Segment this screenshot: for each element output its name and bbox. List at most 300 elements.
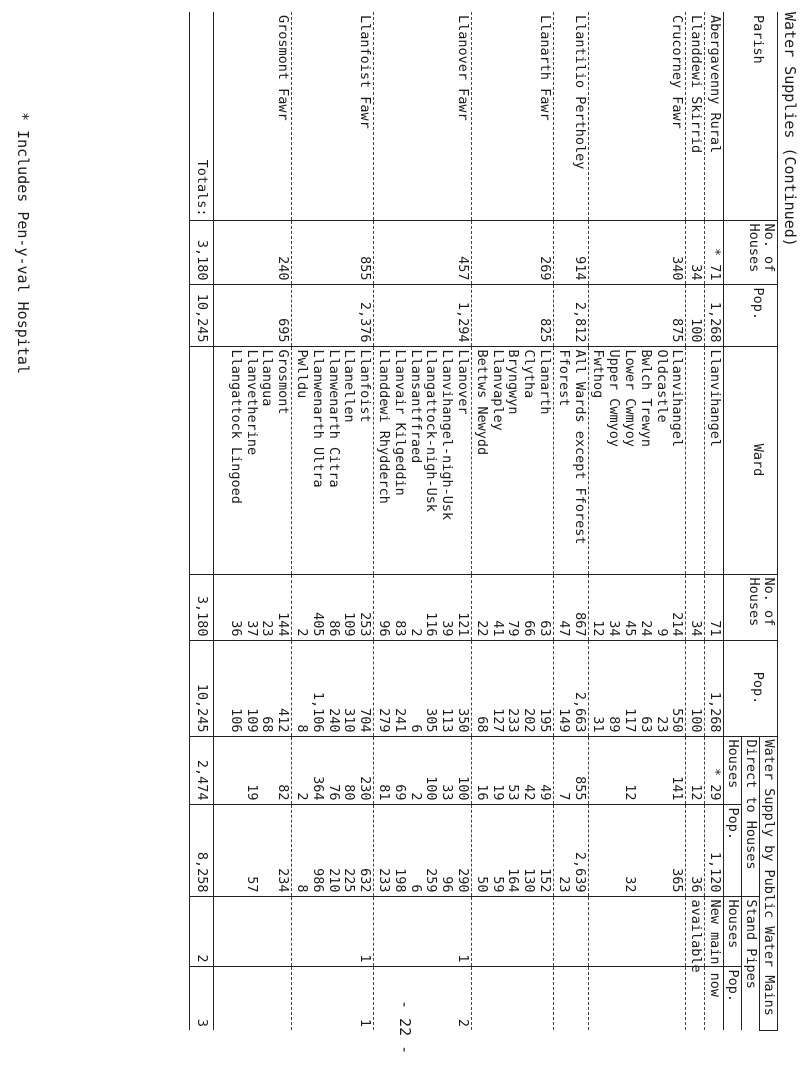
ward-houses-line: 86 [325,620,342,637]
total-w-pop: 10,245 [190,640,214,736]
ward-houses-line: 71 [707,620,723,637]
direct-houses-line: 76 [325,784,342,801]
ward-names-line: Llanvihangel-nigh-Usk [439,349,456,521]
direct-pop-line: 233 [376,868,393,893]
ward-houses [554,574,589,640]
direct-pop-line: 290 [455,868,472,893]
ward-names-line: Clytha [521,349,538,399]
direct-pop-line [590,808,606,893]
page-title: Water Supplies (Continued) [781,12,799,247]
ward-houses-line: 253 [357,612,374,637]
stand-pop [292,966,374,1030]
spacer-cell [214,640,227,736]
stand-pop-line [227,970,243,1028]
ward-houses-line: 96 [376,620,393,637]
direct-pop [292,804,374,896]
stand-houses-line [259,900,275,963]
stand-pop-line [309,970,325,1028]
header-direct-pop: Pop. [724,804,742,896]
total-s-pop: 3 [190,966,214,1030]
direct-houses [686,736,705,804]
stand-pop [226,966,292,1030]
stand-pop [588,966,686,1030]
parish-name: Llanarth Fawr [472,12,554,220]
ward-names-line: Llanvihangel [669,349,686,448]
direct-houses-line [637,740,653,801]
ward-houses [292,574,374,640]
stand-pop-line [489,970,505,1028]
parish-pop: 825 [472,284,554,346]
direct-pop-line: 130 [521,868,538,893]
parish-pop: 695 [226,284,292,346]
header-stand-pop: Pop. [724,966,742,1030]
direct-houses-line: 80 [341,784,358,801]
header-stand-houses: Houses [724,896,742,966]
direct-houses-line: 230 [357,776,374,801]
ward-houses-line: 109 [341,612,358,637]
ward-names-line: Llanwenarth Citra [325,349,342,488]
ward-names-line: Fforest [555,349,572,407]
stand-houses-line [590,900,606,963]
parish-houses: 340 [588,220,686,284]
ward-names-line: Llansantffraed [407,349,424,464]
ward-pop-line: 68 [259,716,276,733]
table-row [226,12,292,1030]
stand-pop-line [505,970,521,1028]
ward-houses-line: 2 [407,628,424,637]
ward-names [588,346,686,574]
ward-houses-line: 867 [571,612,588,637]
direct-houses-line: 69 [391,784,408,801]
header-ward: Ward [724,346,778,574]
stand-houses-line [555,900,571,963]
ward-names [292,346,374,574]
parish-houses: 269 [472,220,554,284]
parish-name: Grosmont Fawr [275,15,292,121]
stand-pop-line [536,970,552,1028]
direct-pop [686,804,705,896]
ward-names-line: Llanvihangel [707,349,723,448]
ward-names-line: Llanfoist [357,349,374,423]
header-ward-no-houses: No. of Houses [724,574,778,640]
ward-houses-line: 23 [259,620,276,637]
stand-houses-line [605,900,621,963]
stand-houses-line: 1 [455,954,472,963]
direct-houses [554,736,589,804]
parish-pop: 2,812 [554,284,589,346]
ward-houses-line: 2 [294,628,311,637]
direct-houses-line: * 29 [707,767,723,801]
ward-names-line: Llanwenarth Ultra [309,349,326,488]
stand-houses-line [571,900,587,963]
stand-houses-line [391,900,407,963]
header-pop: Pop. [724,284,778,346]
totals-row [190,12,214,1030]
ward-pop [292,640,374,736]
ward-names-line: All Wards except Fforest [571,349,588,545]
spacer-cell [214,284,227,346]
direct-pop-line: 986 [309,868,326,893]
stand-pop-line [590,970,606,1028]
stand-pop-line [438,970,454,1028]
ward-pop-line: 113 [439,708,456,733]
ward-pop-line: 202 [521,708,538,733]
ward-houses-line: 34 [606,620,623,637]
direct-pop-line: 2,639 [571,851,588,893]
ward-houses-line: 144 [275,612,292,637]
stand-houses-line: available [688,899,705,973]
direct-houses-line [653,740,669,801]
stand-houses [226,896,292,966]
ward-pop-line: 106 [227,708,244,733]
direct-pop-line: 50 [473,876,490,893]
stand-houses-line [423,900,439,963]
direct-pop-line: 210 [325,868,342,893]
spacer-cell [214,220,227,284]
ward-pop-line: 117 [622,708,639,733]
parish-pop: 100 [686,284,705,346]
table-row [686,12,705,1030]
ward-names-line: Llanddewi Rhydderch [376,349,393,504]
ward-houses-line: 36 [227,620,244,637]
table-row [292,12,374,1030]
direct-pop-line [605,808,621,893]
parish-houses: 240 [226,220,292,284]
stand-pop [374,966,472,1030]
ward-houses-line: 45 [622,620,639,637]
direct-pop-line [259,808,275,893]
ward-names-line: Bryngwyn [505,349,522,415]
direct-pop-line: 23 [555,876,572,893]
direct-houses-line: 42 [521,784,538,801]
ward-houses-line: 83 [391,620,408,637]
ward-houses-line: 214 [669,612,686,637]
ward-pop-line: 1,106 [309,691,326,733]
direct-houses-line: 12 [688,784,705,801]
direct-houses-line [259,740,275,801]
parish-name: Crucorney Fawr [588,12,686,220]
ward-pop-line: 2,663 [571,691,588,733]
stand-pop-line [341,970,357,1028]
stand-pop-line [637,970,653,1028]
page-number: - 22 - [396,1000,414,1055]
ward-names-line: Pwlldu [294,349,311,399]
parish-pop: 1,268 [705,284,724,346]
stand-houses-line [621,900,637,963]
stand-pop [686,966,705,1030]
spacer-row [214,12,227,1030]
stand-houses-line [325,900,341,963]
ward-houses [374,574,472,640]
stand-houses [374,896,472,966]
ward-names-line: Llanvair Kilgeddin [391,349,408,496]
ward-pop-line: 109 [243,708,260,733]
direct-pop-line [227,808,243,893]
parish-name: Llanddewi Skirrid [686,12,705,220]
ward-houses-line: 39 [439,620,456,637]
spacer-cell [214,804,227,896]
stand-pop-line [520,970,536,1028]
stand-pop-line [621,970,637,1028]
direct-pop-line: 164 [505,868,522,893]
direct-houses [226,736,292,804]
table-row [705,12,724,1030]
ward-houses-line: 37 [243,620,260,637]
ward-pop-line: 241 [391,708,408,733]
direct-houses-line: 141 [669,776,686,801]
stand-houses-line [637,900,653,963]
total-d-pop: 8,258 [190,804,214,896]
direct-houses-line: 364 [309,776,326,801]
total-label: Totals: [190,12,214,220]
stand-houses-line [293,900,309,963]
stand-houses-line [243,900,259,963]
direct-houses-line [590,740,606,801]
direct-houses-line: 12 [622,784,639,801]
direct-pop-line [637,808,653,893]
ward-houses-line: 24 [637,620,654,637]
stand-houses-line [489,900,505,963]
direct-houses-line: 855 [571,776,588,801]
ward-houses [705,574,724,640]
ward-houses-line: 47 [555,620,572,637]
ward-pop [705,640,724,736]
ward-pop-line: 100 [688,708,705,733]
stand-pop-line [473,970,489,1028]
direct-pop-line: 225 [341,868,358,893]
direct-pop-line: 6 [407,884,424,893]
total-pop: 10,245 [190,284,214,346]
ward-pop-line: 305 [423,708,440,733]
ward-houses-line: 9 [653,628,670,637]
direct-pop-line: 234 [275,868,292,893]
ward-pop-line: 704 [357,708,374,733]
stand-pop-line [669,970,685,1028]
direct-pop-line: 59 [489,876,506,893]
direct-pop [472,804,554,896]
ward-pop-line: 68 [473,716,490,733]
ward-pop [472,640,554,736]
ward-names-line: Llanvetherine [243,349,260,456]
ward-names-line: Fwthog [590,349,607,399]
direct-houses-line: 100 [455,776,472,801]
table-row [472,12,554,1030]
stand-pop-line [605,970,621,1028]
total-s-houses: 2 [190,896,214,966]
ward-pop-line: 279 [376,708,393,733]
ward-names [374,346,472,574]
direct-houses-line: 7 [555,792,572,801]
footnote: * Includes Pen-y-val Hospital [14,112,32,374]
stand-houses-line [520,900,536,963]
ward-pop-line: 127 [489,708,506,733]
total-houses: 3,180 [190,220,214,284]
header-direct: Direct to Houses [742,736,760,896]
stand-houses-line [536,900,552,963]
ward-pop-line: 350 [455,708,472,733]
direct-pop-line: 365 [669,868,686,893]
direct-pop [374,804,472,896]
direct-pop-line: 57 [243,876,260,893]
ward-names-line: Bettws Newydd [473,349,490,456]
parish-pop: 2,376 [292,284,374,346]
stand-houses-line [669,900,685,963]
ward-houses-line: 22 [473,620,490,637]
ward-pop-line: 310 [341,708,358,733]
direct-houses-line [227,740,243,801]
ward-names-line [687,350,703,571]
ward-pop-line: 195 [537,708,554,733]
direct-pop-line [653,808,669,893]
ward-pop [686,640,705,736]
stand-houses-line [505,900,521,963]
ward-houses-line: 66 [521,620,538,637]
ward-pop-line: 89 [606,716,623,733]
direct-houses-line: 2 [294,792,311,801]
stand-pop-line [423,970,439,1028]
stand-pop-line: 1 [357,1018,374,1028]
direct-pop-line: 32 [622,876,639,893]
direct-houses-line: 82 [275,784,292,801]
stand-houses-line [341,900,357,963]
stand-houses [686,896,705,973]
parish-houses: 914 [554,220,589,284]
ward-names [554,346,589,574]
direct-pop [226,804,292,896]
stand-houses-line: 1 [357,954,374,963]
stand-houses [292,896,374,966]
direct-pop-line: 8 [294,884,311,893]
ward-houses-line: 34 [688,620,705,637]
direct-pop-line: 36 [688,876,705,893]
stand-pop-line [571,970,587,1028]
ward-pop-line: 233 [505,708,522,733]
ward-pop-line: 8 [294,724,311,733]
ward-houses [226,574,292,640]
ward-names-line: Llanarth [537,349,554,415]
total-d-houses: 2,474 [190,736,214,804]
direct-houses-line: 2 [407,792,424,801]
ward-names-line: Lower Cwmyoy [622,349,639,448]
parish-pop: 875 [588,284,686,346]
ward-names-line: Llanvapley [489,349,506,431]
stand-pop-line [325,970,341,1028]
ward-houses [472,574,554,640]
ward-pop-line: 412 [275,708,292,733]
header-direct-houses: Houses [724,736,742,804]
stand-houses-line [473,900,489,963]
direct-houses-line: 53 [505,784,522,801]
ward-names [226,346,292,574]
ward-houses-line: 12 [590,620,607,637]
direct-pop [705,804,724,896]
parish-houses: 855 [292,220,374,284]
direct-houses [292,736,374,804]
ward-names-line: Bwlch Trewyn [637,349,654,448]
direct-pop-line: 96 [439,876,456,893]
stand-pop-line [274,970,290,1028]
stand-pop-line [555,970,571,1028]
stand-houses-line [227,900,243,963]
stand-houses [554,896,589,966]
stand-houses-line [274,900,290,963]
ward-pop-line: 149 [555,708,572,733]
direct-pop-line: 632 [357,868,374,893]
total-blank [190,346,214,574]
stand-pop-line [259,970,275,1028]
header-no-houses: No. of Houses [724,220,778,284]
direct-houses-line: 19 [489,784,506,801]
stand-pop-line: 2 [455,1018,472,1028]
stand-houses-line [309,900,325,963]
spacer-cell [214,966,227,1030]
ward-houses-line: 121 [455,612,472,637]
direct-pop-line: 259 [423,868,440,893]
ward-pop-line: 550 [669,708,686,733]
parish-houses: 457 [374,220,472,284]
table-row [588,12,686,1030]
total-w-houses: 3,180 [190,574,214,640]
ward-houses-line: 405 [309,612,326,637]
ward-pop-line: 31 [590,716,607,733]
direct-houses-line: 100 [423,776,440,801]
ward-pop [226,640,292,736]
header-stand-pipes: Stand Pipes [742,896,760,1030]
ward-houses-line: 79 [505,620,522,637]
direct-houses-line: 33 [439,784,456,801]
ward-names-line: Grosmont [275,349,292,415]
stand-pop-line [687,970,703,1028]
ward-pop-line: 240 [325,708,342,733]
ward-names-line: Llangattock-nigh-Usk [423,349,440,513]
direct-houses [472,736,554,804]
parish-name: Abergavenny Rural [705,12,724,220]
parish-name: Llanover Fawr [374,12,472,220]
ward-houses [686,574,705,640]
stand-pop-line [293,970,309,1028]
ward-pop [588,640,686,736]
direct-houses [374,736,472,804]
table-row [554,12,589,1030]
ward-pop [554,640,589,736]
stand-pop [472,966,554,1030]
ward-names-line: Llangua [259,349,276,407]
direct-pop-line: 198 [391,868,408,893]
stand-houses [588,896,686,966]
parish-pop: 1,294 [374,284,472,346]
ward-names [472,346,554,574]
stand-houses [705,896,724,998]
ward-pop-line: 1,268 [707,691,723,733]
water-supply-table [189,12,778,1031]
direct-pop-line: 1,120 [707,851,723,893]
spacer-cell [214,574,227,640]
direct-houses [588,736,686,804]
stand-houses-line [407,900,423,963]
ward-houses-line: 63 [537,620,554,637]
stand-pop-line [375,970,391,1028]
parish-houses: 34 [686,220,705,284]
stand-houses-line [375,900,391,963]
direct-pop [554,804,589,896]
parish-name: Llanfoist Fawr [292,12,374,220]
stand-houses-line: New main now [707,899,723,998]
parish-name: Llantilio Pertholey [554,12,589,220]
ward-names [705,346,724,574]
spacer-cell [214,12,227,220]
ward-pop-line: 6 [407,724,424,733]
direct-pop [588,804,686,896]
